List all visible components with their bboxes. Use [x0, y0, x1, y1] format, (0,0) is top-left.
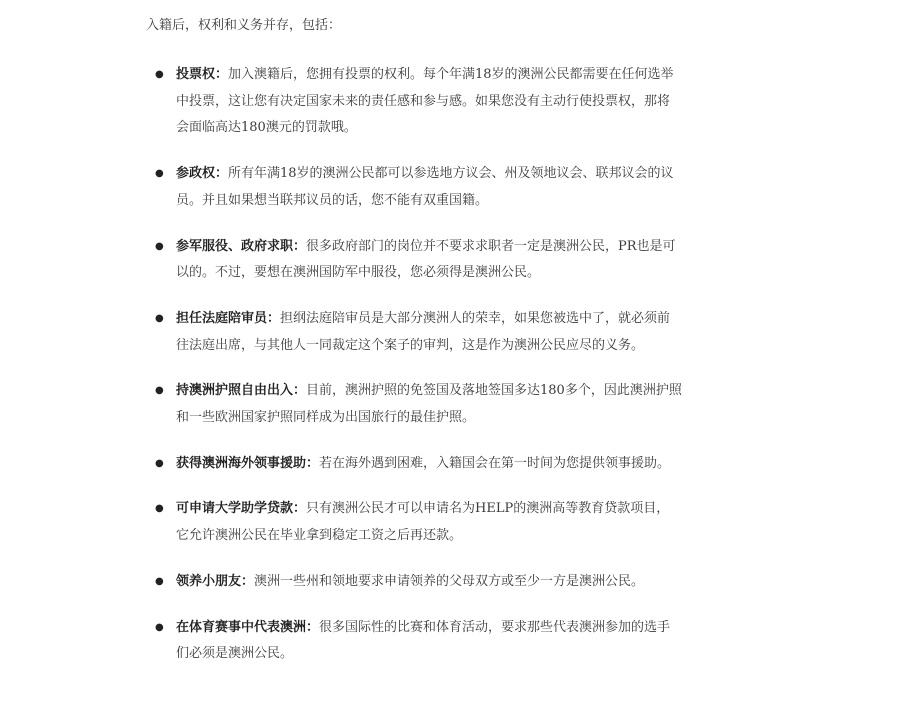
list-item [152, 378, 682, 431]
item-term: 在体育赛事中代表澳洲： [176, 619, 320, 635]
item-term: 参政权： [176, 166, 229, 182]
bullet-icon: ● [155, 240, 164, 252]
item-term: 参军服役、政府求职： [176, 238, 307, 254]
rights-list [152, 62, 682, 687]
item-term: 担任法庭陪审员： [176, 310, 281, 326]
bullet-icon: ● [155, 168, 164, 180]
item-text: 担纲法庭陪审员是大部分澳洲人的荣幸，如果您被选中了，就必须前往法庭出席，与其他人一同裁定这个案子的审判，这是作为澳洲公民应尽的义务。 [176, 310, 671, 353]
list-item [152, 306, 682, 359]
list-item [152, 569, 682, 596]
item-text: 目前，澳洲护照的免签国及落地签国多达180多个，因此澳洲护照和一些欧洲国家护照同样成为出国旅行的最佳护照。 [176, 383, 682, 426]
item-text: 很多政府部门的岗位并不要求求职者一定是澳洲公民，PR也是可以的。不过，要想在澳洲国防军中服役，您必须得是澳洲公民。 [176, 238, 676, 281]
item-term: 领养小朋友： [176, 573, 255, 589]
item-text: 澳洲一些州和领地要求申请领养的父母双方或至少一方是澳洲公民。 [254, 573, 645, 589]
bullet-icon: ● [155, 69, 164, 80]
bullet-icon: ● [155, 621, 164, 633]
item-term: 持澳洲护照自由出入： [176, 383, 307, 399]
bullet-icon: ● [155, 575, 164, 587]
bullet-icon: ● [155, 385, 164, 397]
item-text: 加入澳籍后，您拥有投票的权利。每个年满18岁的澳洲公民都需要在任何选举中投票，这让您有决定国家未来的责任感和参与感。如果您没有主动行使投票权，那将会面临高达180澳元的罚款哦。 [176, 67, 674, 136]
bullet-icon: ● [155, 312, 164, 324]
list-item [152, 62, 682, 142]
list-item [152, 451, 682, 478]
bullet-icon: ● [155, 503, 164, 515]
list-item [152, 234, 682, 287]
item-text: 所有年满18岁的澳洲公民都可以参选地方议会、州及领地议会、联邦议会的议员。并且如果想当联邦议员的话，您不能有双重国籍。 [176, 166, 674, 208]
item-text: 只有澳洲公民才可以申请名为HELP的澳洲高等教育贷款项目，它允许澳洲公民在毕业拿到稳定工资之后再还款。 [176, 501, 670, 544]
list-item [152, 496, 682, 549]
item-text: 若在海外遇到困难，入籍国会在第一时间为您提供领事援助。 [319, 455, 671, 471]
item-term: 可申请大学助学贷款： [176, 501, 307, 517]
item-term: 获得澳洲海外领事援助： [176, 455, 320, 471]
item-text: 很多国际性的比赛和体育活动，要求那些代表澳洲参加的选手们必须是澳洲公民。 [176, 619, 671, 662]
list-item [152, 161, 682, 214]
intro-text: 入籍后，权利和义务并存，包括： [146, 18, 342, 33]
list-item [152, 615, 682, 668]
item-term: 投票权： [176, 67, 229, 82]
bullet-icon: ● [155, 457, 164, 469]
